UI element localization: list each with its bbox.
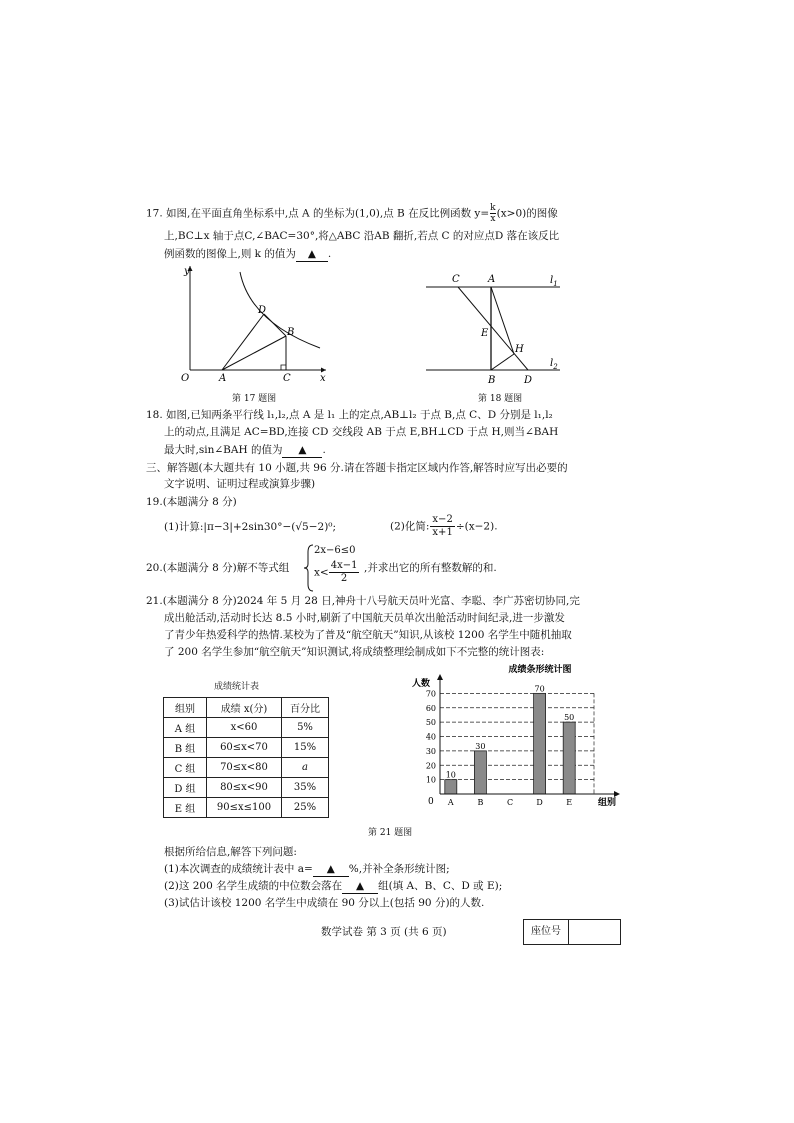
chart-title: 成绩条形统计图	[508, 665, 572, 675]
segment-AB	[222, 336, 286, 370]
label-D: D	[524, 375, 533, 386]
bar-B	[474, 751, 486, 794]
y-tick-label: 50	[425, 718, 436, 728]
q20-ineq1: 2x−6≤0	[314, 545, 356, 556]
q21-line2: 成出舱活动,活动时长达 8.5 小时,刷新了中国航天员单次出舱活动时间纪录,进一步激发	[164, 612, 565, 624]
label-B: B	[488, 375, 496, 386]
bar-A	[445, 780, 457, 794]
q17-line1: 17. 如图,在平面直角坐标系中,点 A 的坐标为(1,0),点 B 在反比例函数 y= $\frac{k}{x}$ (x>0)的图像	[146, 203, 558, 224]
q20-ineq2: x< $\frac{4x-1}{2}$	[314, 560, 358, 584]
q19-head: 19.(本题满分 8 分)	[146, 496, 237, 508]
q21-blank-group: ▲	[342, 879, 378, 894]
segment-BH	[491, 354, 514, 370]
q20-frac-num: 4x−1	[330, 560, 358, 571]
q21-sub2: (2)这 200 名学生成绩的中位数会落在 ▲ 组(填 A、B、C、D 或 E);	[164, 880, 503, 892]
x-axis-arrow	[614, 791, 620, 797]
seat-label: 座位号	[524, 920, 569, 944]
q18-line1: 18. 如图,已知两条平行线 l₁,l₂,点 A 是 l₁ 上的定点,AB⊥l₂ 于点 B,点 C、D 分别是 l₁,l₂	[146, 409, 553, 421]
label-A: A	[219, 373, 227, 384]
x-tick-label: D	[536, 798, 543, 807]
y-tick-label: 40	[425, 732, 436, 742]
label-D: D	[258, 305, 267, 316]
left-brace-icon	[304, 544, 314, 592]
label-x: x	[320, 373, 326, 384]
label-l2: $l_2$	[550, 358, 558, 371]
segment-AH	[491, 287, 514, 354]
y-tick-label: 10	[425, 775, 436, 785]
y-tick-label: 30	[425, 746, 436, 756]
segment-AD	[222, 314, 264, 370]
data-label-B: 30	[475, 741, 486, 751]
bar-chart	[400, 660, 630, 810]
q17-line2: 上,BC⊥x 轴于点C,∠BAC=30°,将△ABC 沿AB 翻折,若点 C 的对应点D 落在该反比	[164, 230, 560, 242]
q21-blank-a: ▲	[313, 862, 349, 877]
fig17-caption: 第 17 题图	[232, 394, 277, 404]
y-axis-label: 人数	[412, 679, 431, 689]
q17-line3: 例函数的图像上,则 k 的值为 ▲ .	[164, 248, 332, 260]
q21-line4: 了 200 名学生参加“航空航天”知识测试,将成绩整理绘制成如下不完整的统计图表:	[164, 646, 545, 658]
figure-17	[178, 262, 330, 386]
label-H: H	[515, 344, 524, 355]
q21-sub3: (3)试估计该校 1200 名学生中成绩在 90 分以上(包括 90 分)的人数.	[164, 897, 485, 909]
y-tick-label: 60	[425, 703, 436, 713]
x-tick-label: A	[447, 798, 454, 807]
q18-answer-blank: ▲	[282, 443, 322, 458]
segment-DB	[264, 314, 286, 336]
origin-label: 0	[428, 797, 434, 807]
q20-head: 20.(本题满分 8 分)解不等式组	[146, 562, 290, 574]
table-row: D 组 80≤x<90 35%	[164, 778, 329, 798]
q18-line2: 上的动点,且满足 AC=BD,连接 CD 交线段 AB 于点 E,BH⊥CD 于点 H,则当∠BAH	[164, 426, 559, 438]
fig21-caption: 第 21 题图	[368, 828, 413, 838]
label-B: B	[287, 327, 295, 338]
inverse-curve	[240, 272, 320, 348]
section3-line2: 文字说明、证明过程或演算步骤)	[164, 478, 316, 490]
table-row: B 组 60≤x<70 15%	[164, 738, 329, 758]
x-axis-arrow	[321, 368, 326, 373]
q21-intro: 根据所给信息,解答下列问题:	[164, 846, 297, 858]
data-label-D: 70	[534, 684, 545, 694]
q21-sub1: (1)本次调查的成绩统计表中 a= ▲ %,并补全条形统计图;	[164, 863, 450, 875]
data-label-A: 10	[445, 770, 456, 780]
table-row: E 组 90≤x≤100 25%	[164, 798, 329, 818]
score-table	[163, 697, 329, 818]
figure-18	[422, 270, 572, 390]
q18-line3: 最大时,sin∠BAH 的值为 ▲ .	[164, 444, 326, 456]
fig18-caption: 第 18 题图	[478, 394, 523, 404]
footer-page-info: 数学试卷 第 3 页 (共 6 页)	[321, 926, 447, 938]
q19-frac-num: x−2	[432, 514, 453, 525]
y-tick-label: 70	[425, 689, 436, 699]
segment-CD	[458, 287, 528, 370]
section3-line1: 三、解答题(本大题共有 10 小题,共 96 分.请在答题卡指定区域内作答,解答时应写出必要的	[146, 462, 568, 474]
x-tick-label: C	[506, 798, 514, 807]
q21-line1: 21.(本题满分 8 分)2024 年 5 月 28 日,神舟十八号航天员叶光富、李聪、李广苏密切协同,完	[146, 595, 580, 607]
table-header-row: 组别 成绩 x(分) 百分比	[164, 698, 329, 718]
table-title: 成绩统计表	[214, 682, 260, 692]
data-label-E: 50	[564, 713, 575, 723]
label-O: O	[181, 373, 190, 384]
label-E: E	[481, 328, 489, 339]
q19-frac-den: x+1	[432, 527, 453, 538]
y-axis-arrow	[437, 674, 443, 680]
q20-tail: ,并求出它的所有整数解的和.	[364, 562, 497, 574]
seat-number-box	[523, 919, 621, 945]
q17-frac-den: x	[490, 214, 496, 224]
q20-frac-den: 2	[340, 573, 348, 584]
label-l1: $l_1$	[550, 275, 558, 288]
y-tick-label: 20	[425, 761, 436, 771]
table-row: A 组 x<60 5%	[164, 718, 329, 738]
q19-part1: (1)计算:|π−3|+2sin30°−(√5−2)⁰;	[164, 521, 337, 533]
seat-number-field[interactable]	[569, 920, 620, 944]
label-C: C	[283, 373, 291, 384]
x-axis-label: 组别	[598, 798, 617, 808]
q17-frac-num: k	[490, 203, 496, 213]
x-tick-label: B	[477, 798, 484, 807]
bar-D	[534, 693, 546, 794]
label-y: y	[184, 266, 190, 277]
right-angle-mark	[281, 365, 286, 370]
bar-E	[563, 722, 575, 794]
x-tick-label: E	[566, 798, 573, 807]
q21-line3: 了青少年热爱科学的热情.某校为了普及“航空航天”知识,从该校 1200 名学生中随机抽取	[164, 629, 572, 641]
table-row: C 组 70≤x<80 a	[164, 758, 329, 778]
label-C: C	[452, 274, 460, 285]
q19-part2: (2)化简: $\frac{x-2}{x+1}$ ÷(x−2).	[390, 514, 498, 538]
label-A: A	[488, 274, 496, 285]
q17-answer-blank: ▲	[296, 247, 328, 262]
